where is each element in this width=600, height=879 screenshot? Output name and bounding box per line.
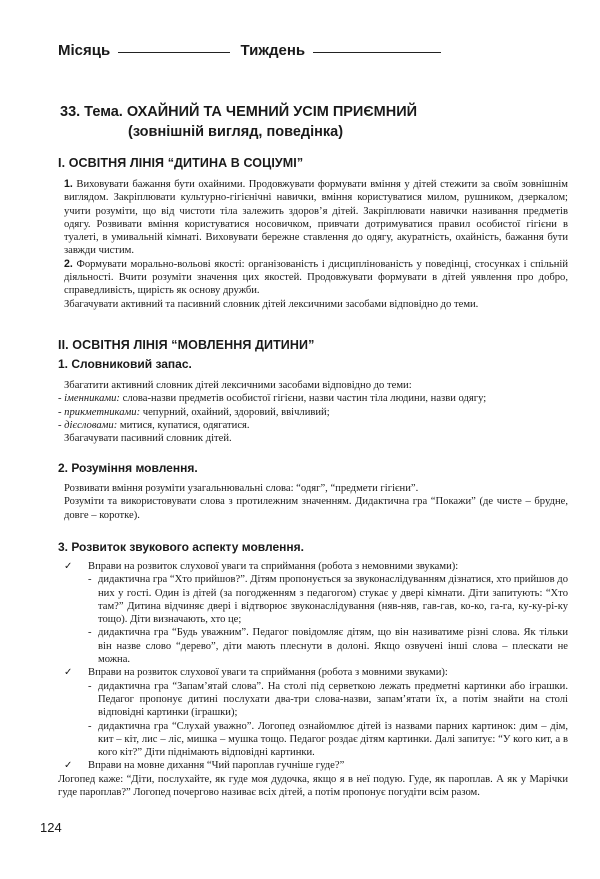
- subsection-1-heading: 1. Словниковий запас.: [58, 357, 192, 371]
- vocab-text: слова-назви предметів особистої гігієни, назви частин тіла людини, назви одягу;: [119, 393, 487, 405]
- dash-bullet: -: [88, 574, 92, 586]
- section-1-paragraph-2: [58, 258, 568, 298]
- dash-bullet: -: [88, 627, 92, 639]
- checkmark-icon: ✓: [64, 561, 73, 572]
- exercise-text: Вправи на розвиток слухової уваги та сприймання (робота з немовними звуками):: [88, 561, 459, 572]
- title-line-1: 33. Тема. ОХАЙНИЙ ТА ЧЕМНИЙ УСІМ ПРИЄМНИЙ: [60, 104, 418, 120]
- vocab-intro: Збагатити активний словник дітей лексичними засобами відповідно до теми:: [64, 380, 412, 391]
- game-text: дидактична гра “Запам’ятай слова”. На столі під серветкою лежать предметні картинки або іграшки. Педагог пропонує дитині послухати два-три слова-назви, запам’ятати їх, а потім знайти на столі відповідні картинки (іграшки);: [98, 680, 568, 719]
- page-number: 124: [40, 820, 62, 835]
- section-1-paragraph-1: [58, 178, 568, 258]
- subsection-2-heading: 2. Розуміння мовлення.: [58, 461, 198, 475]
- subsection-3-body: [58, 560, 568, 799]
- lesson-title: [60, 102, 560, 142]
- vocab-label: - іменниками:: [58, 393, 120, 405]
- checkmark-icon: ✓: [64, 667, 73, 679]
- understanding-paragraph-2: Розуміти та використовувати слова з протилежним значенням. Дидактична гра “Покажи” (де чисте – брудне, довге – коротке).: [64, 496, 568, 521]
- exercise-item: [58, 759, 568, 772]
- section-1-body: [58, 178, 568, 311]
- month-blank-line: [118, 51, 230, 53]
- game-text: дидактична гра “Хто прийшов?”. Дітям пропонується за звуконаслідуванням дізнатися, хто прийшов до них у гості. Один із дітей (за погодженням з педагогом) стукає у двері кімнати. Діти запитують: “Хто там?” Дитина відчиняє двері і відтворює звуконаслідування (няв-няв, гав-гав, ко-ко, га-га, ку-ку-рі-ку тощо). Діти визначають, хто це;: [98, 574, 568, 626]
- vocab-adjectives: [58, 406, 568, 419]
- exercise-item: [58, 560, 568, 573]
- dash-bullet: -: [88, 720, 92, 732]
- section-2-heading: ІІ. ОСВІТНЯ ЛІНІЯ “МОВЛЕННЯ ДИТИНИ”: [58, 338, 315, 352]
- exercise-text: Вправи на мовне дихання “Чий пароплав гучніше гуде?”: [88, 760, 345, 772]
- game-item: [58, 573, 568, 626]
- vocab-text: чепурний, охайний, здоровий, ввічливий;: [140, 406, 330, 418]
- week-blank-line: [313, 51, 441, 53]
- subsection-3-heading: 3. Розвиток звукового аспекту мовлення.: [58, 540, 304, 554]
- section-1-paragraph-3: Збагачувати активний та пасивний словник дітей лексичними засобами відповідно до теми.: [64, 298, 479, 310]
- section-1-heading: І. ОСВІТНЯ ЛІНІЯ “ДИТИНА В СОЦІУМІ”: [58, 156, 304, 170]
- subsection-2-body: [58, 482, 568, 522]
- vocab-nouns: [58, 392, 568, 405]
- dash-bullet: -: [88, 680, 92, 692]
- exercise-item: [58, 666, 568, 679]
- paragraph-text: Формувати морально-вольові якості: організованість і дисциплінованість у поведінці, стосунках і спільній діяльності. Вчити розуміти значення цих якостей. Продовжувати формувати в дітей уявлення про добро, справедливість, щирість як основу дружби.: [64, 258, 568, 297]
- vocab-verbs: [58, 419, 568, 432]
- game-item: [58, 680, 568, 720]
- breathing-exercise-text: Логопед каже: “Діти, послухайте, як гуде моя дудочка, якщо я в неї подую. Гуде, як пароплав. А як у Марічки гуде пароплав?” Логопед почергово називає всіх дітей, а потім пропонує погудіти всім разом.: [58, 773, 568, 799]
- page-header: [58, 42, 548, 59]
- week-label: Тиждень: [240, 42, 306, 59]
- paragraph-number: 2.: [64, 257, 73, 270]
- game-text: дидактична гра “Слухай уважно”. Логопед ознайомлює дітей із назвами парних картинок: дим – дім, кит – кіт, лис – ліс, мишка – мушка тощо. Педагог роздає дітям картинки. Далі запитує: “У кого кит, а в кого кіт?” Діти піднімають відповідні картинки.: [98, 720, 568, 759]
- title-line-2: (зовнішній вигляд, поведінка): [128, 124, 344, 140]
- vocab-label: - дієсловами:: [58, 419, 118, 431]
- month-label: Місяць: [58, 42, 111, 59]
- paragraph-text: Виховувати бажання бути охайними. Продовжувати формувати вміння у дітей стежити за своїм зовнішнім виглядом. Закріплювати культурно-гігієнічні навички, вміння користуватися милом, рушником, дзеркалом; учити розуміти, що від чистоти тіла залежить здоров’я дітей. Закріплювати навички називання предметів одягу. Розвивати вміння користуватися носовичком, привчати дотримуватися правил особистої гігієни в туалеті, в умивальній кімнаті. Виховувати бережне ставлення до одягу, акуратність, охайність, бажання бути завжди чистим.: [64, 179, 568, 257]
- paragraph-number: 1.: [64, 178, 73, 190]
- subsection-1-body: [58, 379, 568, 445]
- checkmark-icon: ✓: [64, 760, 73, 772]
- understanding-paragraph-1: Розвивати вміння розуміти узагальнювальні слова: “одяг”, “предмети гігієни”.: [64, 483, 419, 494]
- vocab-label: - прикметниками:: [58, 406, 141, 418]
- game-item: [58, 626, 568, 666]
- exercise-text: Вправи на розвиток слухової уваги та сприймання (робота з мовними звуками):: [88, 667, 448, 679]
- vocab-text: митися, купатися, одягатися.: [117, 419, 250, 431]
- game-item: [58, 720, 568, 760]
- game-text: дидактична гра “Будь уважним”. Педагог повідомляє дітям, що він називатиме різні слова. Як тільки він назве слово “дерево”, діти мають плеснути в долоні. Якщо озвучені інші слова – плескати не можна.: [98, 627, 568, 666]
- vocab-outro: Збагачувати пасивний словник дітей.: [64, 433, 232, 445]
